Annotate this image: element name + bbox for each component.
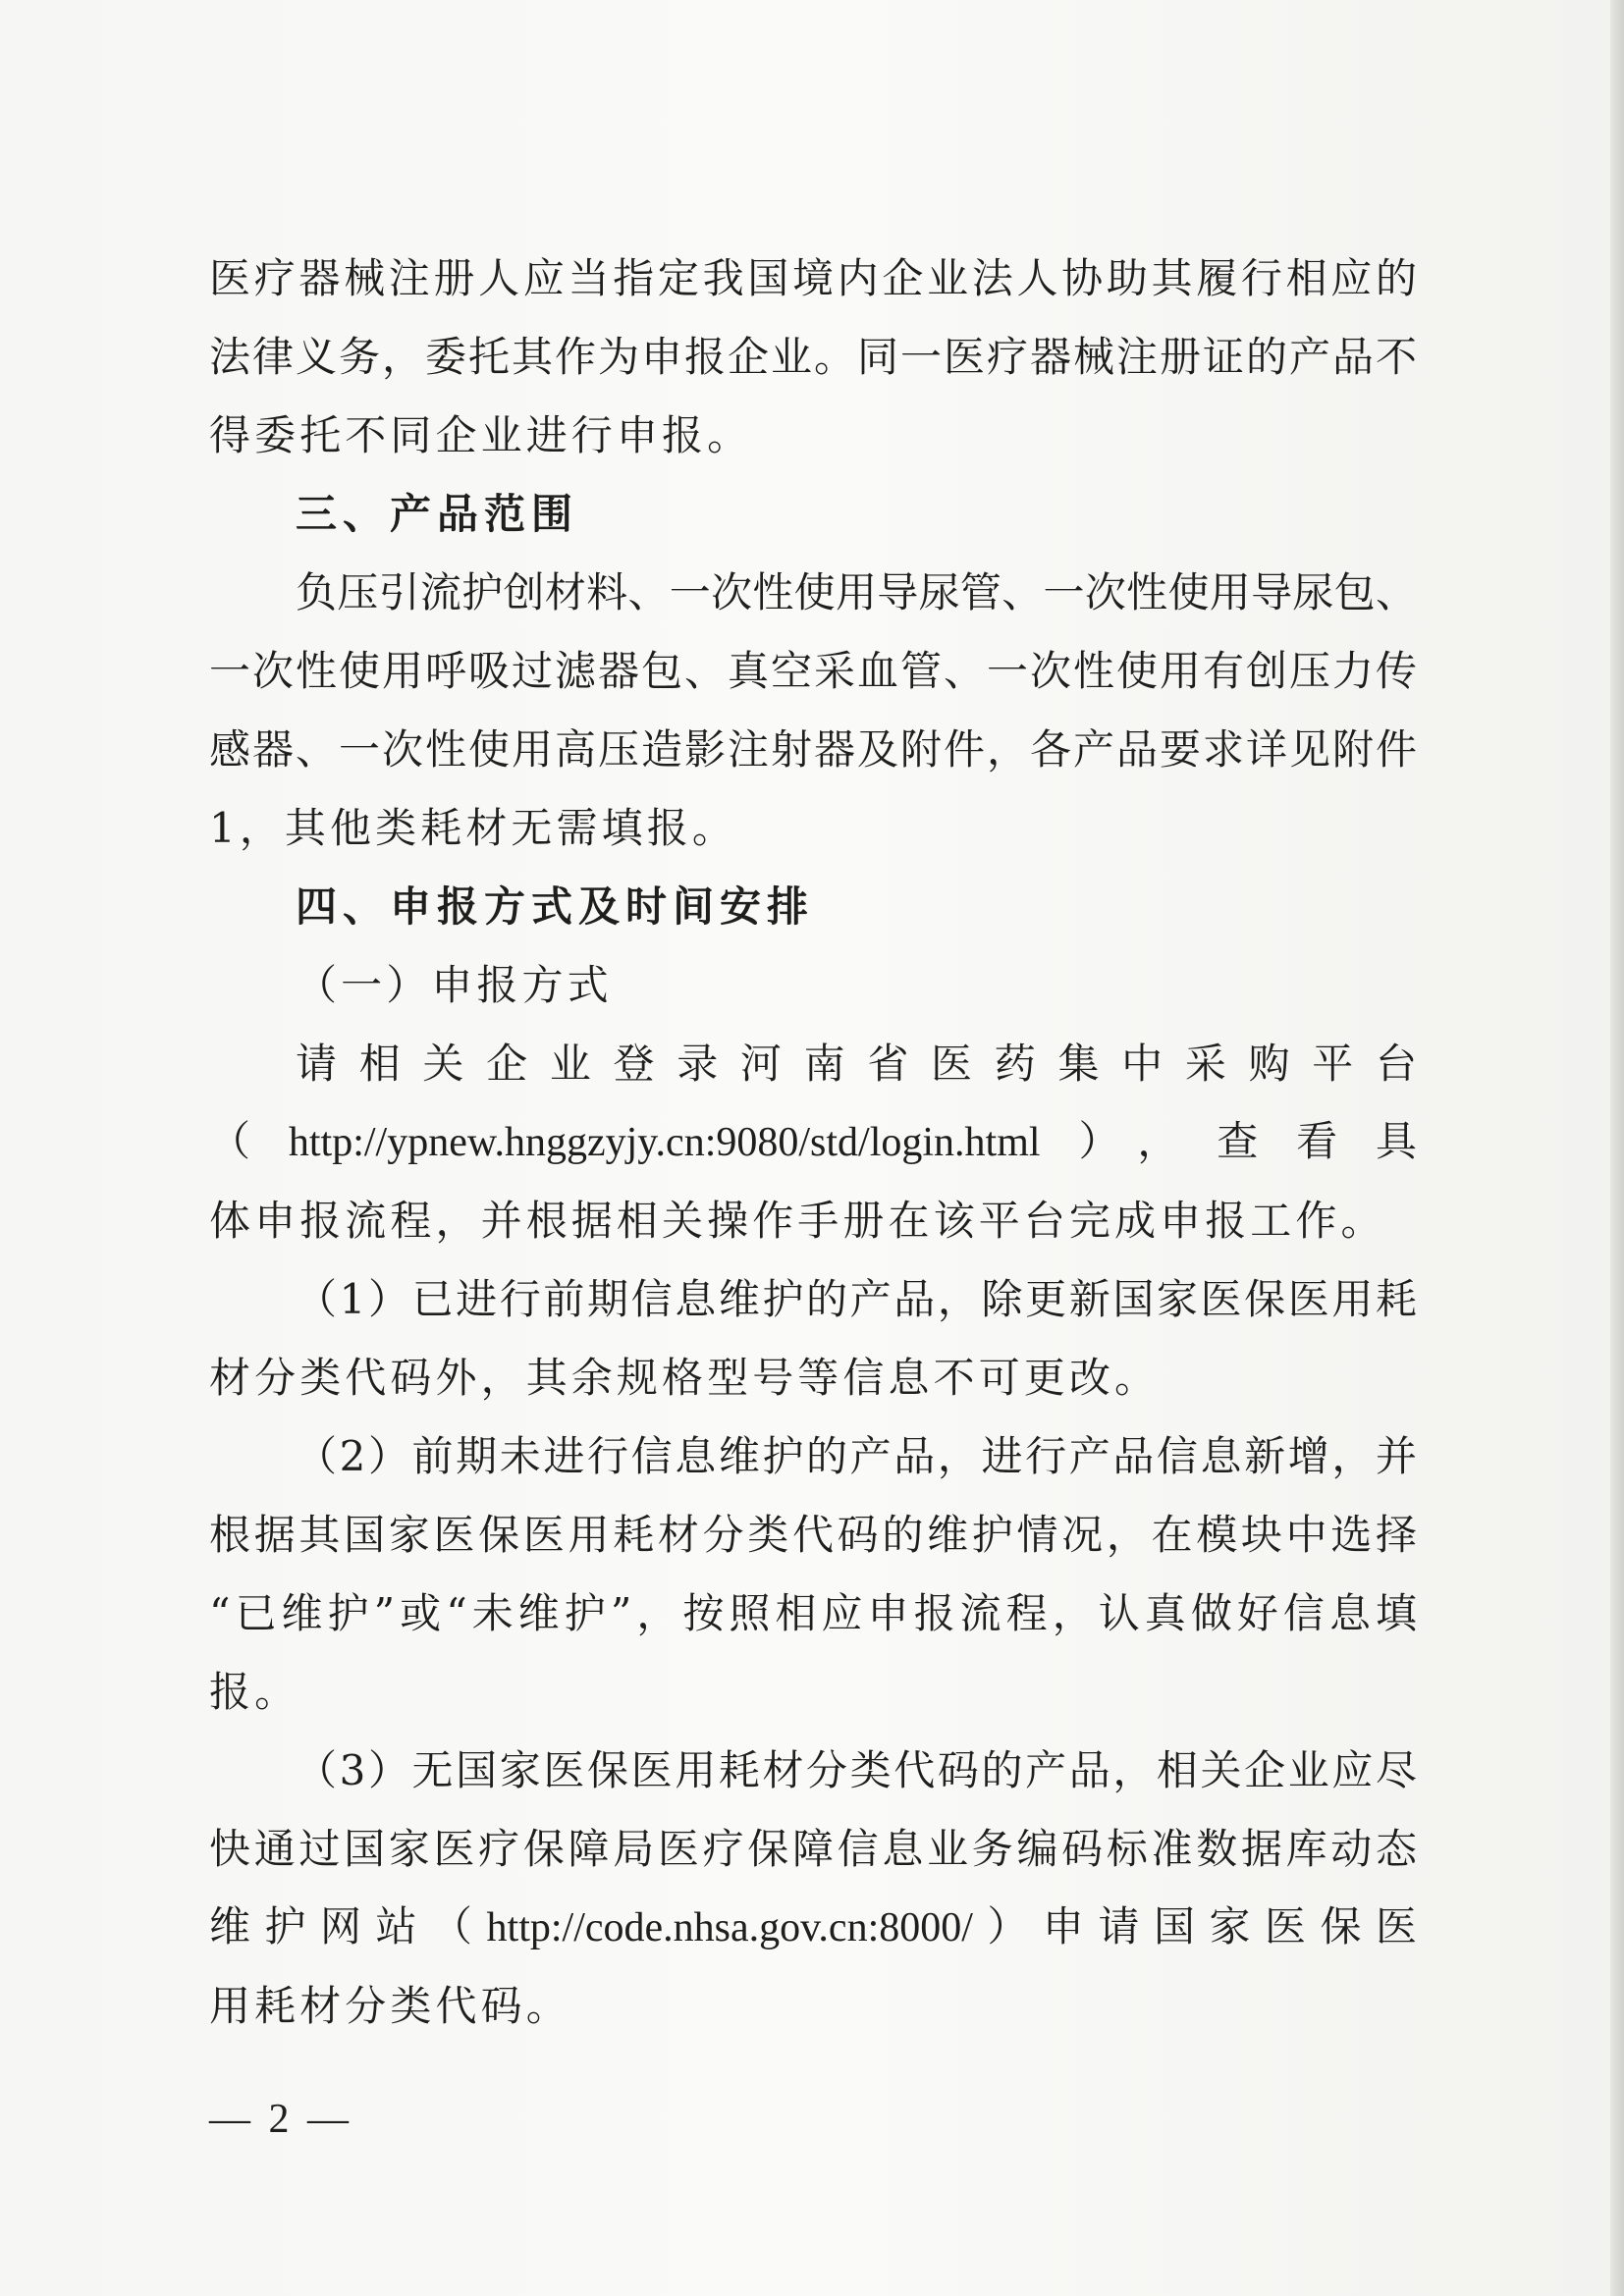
body-line: 医疗器械注册人应当指定我国境内企业法人协助其履行相应的 xyxy=(209,254,1417,302)
body-line: 得委托不同企业进行申报。 xyxy=(209,411,753,459)
section-heading: 三、产品范围 xyxy=(296,490,579,538)
body-line: “已维护”或“未维护”，按照相应申报流程，认真做好信息填 xyxy=(209,1589,1417,1637)
page-number: — 2 — xyxy=(209,2097,352,2142)
body-line: 1，其他类耗材无需填报。 xyxy=(209,804,737,852)
body-line: 法律义务，委托其作为申报企业。同一医疗器械注册证的产品不 xyxy=(209,333,1417,381)
scan-edge-shadow xyxy=(1610,0,1624,2296)
body-line: 材分类代码外，其余规格型号等信息不可更改。 xyxy=(209,1354,1161,1402)
body-line: 快通过国家医疗保障局医疗保障信息业务编码标准数据库动态 xyxy=(209,1825,1417,1873)
subsection-heading: （一）申报方式 xyxy=(296,961,613,1009)
body-line: 根据其国家医保医用耗材分类代码的维护情况，在模块中选择 xyxy=(209,1511,1417,1559)
body-line: 感器、一次性使用高压造影注射器及附件，各产品要求详见附件 xyxy=(209,725,1417,774)
body-line: 报。 xyxy=(209,1668,300,1716)
body-line: 负压引流护创材料、一次性使用导尿管、一次性使用导尿包、 xyxy=(296,568,1417,616)
body-line-url: （http://ypnew.hnggzyjy.cn:9080/std/login.html），查看具 xyxy=(209,1120,1417,1165)
body-line: 一次性使用呼吸过滤器包、真空采血管、一次性使用有创压力传 xyxy=(209,647,1417,695)
body-line: （2）前期未进行信息维护的产品，进行产品信息新增，并 xyxy=(296,1432,1417,1480)
body-line: 用耗材分类代码。 xyxy=(209,1982,571,2030)
body-line: （1）已进行前期信息维护的产品，除更新国家医保医用耗 xyxy=(296,1275,1417,1323)
body-line-url: 维护网站（http://code.nhsa.gov.cn:8000/）申请国家医保医 xyxy=(209,1905,1417,1950)
body-line: 体申报流程，并根据相关操作手册在该平台完成申报工作。 xyxy=(209,1197,1386,1245)
body-line: 请相关企业登录河南省医药集中采购平台 xyxy=(296,1040,1417,1088)
body-line: （3）无国家医保医用耗材分类代码的产品，相关企业应尽 xyxy=(296,1746,1417,1794)
section-heading: 四、申报方式及时间安排 xyxy=(296,882,815,931)
